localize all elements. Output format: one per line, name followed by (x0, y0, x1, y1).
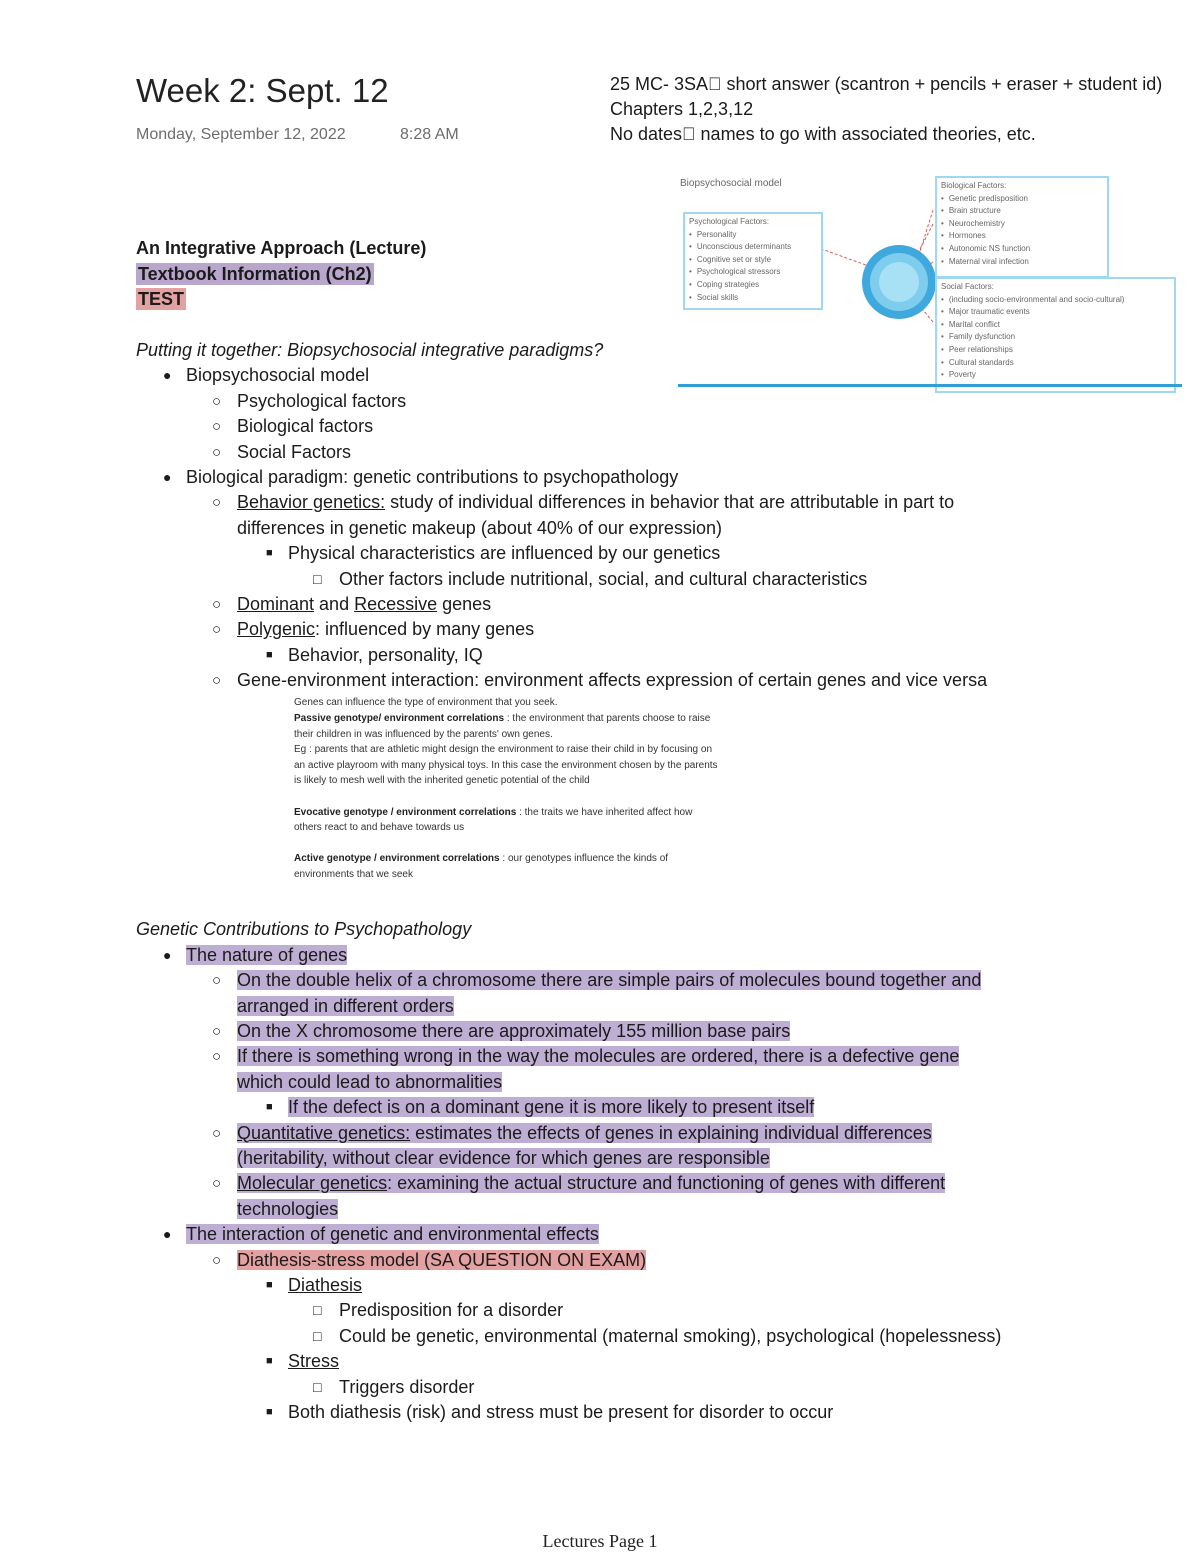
clip-line: an active playroom with many physical toys. In this case the environment chosen by the parents (294, 759, 718, 771)
psych-item: • Coping strategies (689, 279, 817, 292)
list-item: ○ Behavior genetics: study of individual differences in behavior that are attributable in part to (212, 492, 955, 513)
list-item: ○ If there is something wrong in the way the molecules are ordered, there is a defective gene (212, 1046, 960, 1067)
list-item: ■ Physical characteristics are influenced by our genetics (266, 543, 721, 564)
list-item: ○ On the X chromosome there are approximately 155 million base pairs (212, 1021, 791, 1042)
list-item: □ Other factors include nutritional, social, and cultural characteristics (313, 568, 868, 589)
test-heading: TEST (138, 289, 185, 309)
list-item: □ Could be genetic, environmental (maternal smoking), psychological (hopelessness) (313, 1325, 1002, 1346)
list-item: ■ Behavior, personality, IQ (266, 644, 483, 665)
psych-item: • Personality (689, 229, 817, 242)
section-headings (136, 236, 426, 313)
list-item: □ Triggers disorder (313, 1376, 475, 1397)
list-item-continued: which could lead to abnormalities (237, 1071, 503, 1092)
social-item: • Poverty (941, 369, 1170, 382)
list-item: ○ Diathesis-stress model (SA QUESTION ON EXAM) (212, 1249, 647, 1270)
list-item: ■ Both diathesis (risk) and stress must be present for disorder to occur (266, 1401, 834, 1422)
bio-item: • Neurochemistry (941, 218, 1103, 231)
social-heading: Social Factors: (941, 282, 994, 291)
list-item: ○ Quantitative genetics: estimates the effects of genes in explaining individual differences (212, 1122, 932, 1143)
notes-outline (136, 338, 1196, 1425)
psych-heading: Psychological Factors: (689, 217, 770, 226)
list-item: ○ Gene-environment interaction: environment affects expression of certain genes and vice versa (212, 670, 988, 691)
bio-item: • Genetic predisposition (941, 193, 1103, 206)
section-heading: Genetic Contributions to Psychopathology (136, 919, 472, 940)
biological-factors-box (935, 176, 1109, 278)
list-item: ■ Stress (266, 1351, 340, 1372)
page-title: Week 2: Sept. 12 (136, 72, 389, 109)
page-date: Monday, September 12, 2022 (136, 126, 346, 143)
list-item: ● The nature of genes (163, 944, 348, 965)
psych-item: • Unconscious determinants (689, 241, 817, 254)
social-item: • Marital conflict (941, 319, 1170, 332)
bio-heading: Biological Factors: (941, 181, 1007, 190)
textbook-heading: Textbook Information (Ch2) (138, 263, 372, 284)
psychological-factors-box (683, 212, 823, 310)
list-item: ○ Molecular genetics: examining the actual structure and functioning of genes with different (212, 1173, 946, 1194)
exam-notes (610, 72, 1162, 147)
list-item: ■ If the defect is on a dominant gene it is more likely to present itself (266, 1097, 815, 1118)
bio-item: • Hormones (941, 230, 1103, 243)
list-item-continued: technologies (237, 1198, 339, 1219)
exam-format: 25 MC- 3SA⃣ short answer (scantron + pencils + eraser + student id) (610, 74, 1163, 94)
clip-line: Genes can influence the type of environment that you seek. (294, 697, 558, 709)
genotype-correlations-clip (294, 695, 1196, 917)
list-item: ○ Polygenic: influenced by many genes (212, 619, 535, 640)
bio-item: • Autonomic NS function (941, 243, 1103, 256)
list-item-continued: arranged in different orders (237, 995, 454, 1016)
clip-line: Passive genotype/ environment correlations : the environment that parents choose to raise (294, 713, 711, 725)
list-item: ■ Diathesis (266, 1274, 363, 1295)
clip-line: others react to and behave towards us (294, 822, 465, 834)
list-item: □ Predisposition for a disorder (313, 1300, 564, 1321)
clip-line: Eg : parents that are athletic might design the environment to raise their child in by focusing on (294, 744, 713, 756)
bio-item: • Maternal viral infection (941, 256, 1103, 269)
social-item: • Peer relationships (941, 344, 1170, 357)
social-item: • Cultural standards (941, 357, 1170, 370)
list-item: ○ On the double helix of a chromosome there are simple pairs of molecules bound together and (212, 970, 982, 991)
circle-inner (879, 262, 919, 302)
social-item: • (including socio-environmental and socio-cultural) (941, 294, 1170, 307)
lecture-heading: An Integrative Approach (Lecture) (136, 238, 427, 258)
psych-item: • Cognitive set or style (689, 254, 817, 267)
diagram-title: Biopsychosocial model (680, 178, 782, 189)
psych-item: • Social skills (689, 292, 817, 305)
list-item-continued: (heritability, without clear evidence for which genes are responsible (237, 1147, 770, 1168)
list-item: ● Biopsychosocial model (163, 365, 370, 386)
page-time: 8:28 AM (400, 126, 459, 143)
exam-chapters: Chapters 1,2,3,12 (610, 99, 754, 119)
clip-line: Evocative genotype / environment correlations : the traits we have inherited affect how (294, 806, 693, 818)
clip-line: is likely to mesh well with the inherited genetic potential of the child (294, 775, 590, 787)
list-item: ○ Dominant and Recessive genes (212, 593, 492, 614)
arrow-psych (816, 247, 874, 268)
clip-line: Active genotype / environment correlations : our genotypes influence the kinds of (294, 853, 669, 865)
list-item: ● Biological paradigm: genetic contributions to psychopathology (163, 466, 679, 487)
section-heading: Putting it together: Biopsychosocial integrative paradigms? (136, 340, 604, 360)
clip-line: their children in was influenced by the parents' own genes. (294, 728, 553, 740)
list-item-continued: differences in genetic makeup (about 40% of our expression) (237, 517, 722, 538)
list-item: ○ Biological factors (212, 416, 374, 437)
social-item: • Family dysfunction (941, 331, 1170, 344)
psych-item: • Psychological stressors (689, 266, 817, 279)
clip-line: environments that we seek (294, 869, 413, 880)
exam-no-dates: No dates⃣ names to go with associated theories, etc. (610, 124, 1036, 144)
bio-item: • Brain structure (941, 205, 1103, 218)
page-footer: Lectures Page 1 (542, 1531, 658, 1551)
list-item: ○ Social Factors (212, 441, 352, 462)
list-item: ○ Psychological factors (212, 390, 407, 411)
social-item: • Major traumatic events (941, 306, 1170, 319)
list-item: ● The interaction of genetic and environmental effects (163, 1224, 599, 1245)
